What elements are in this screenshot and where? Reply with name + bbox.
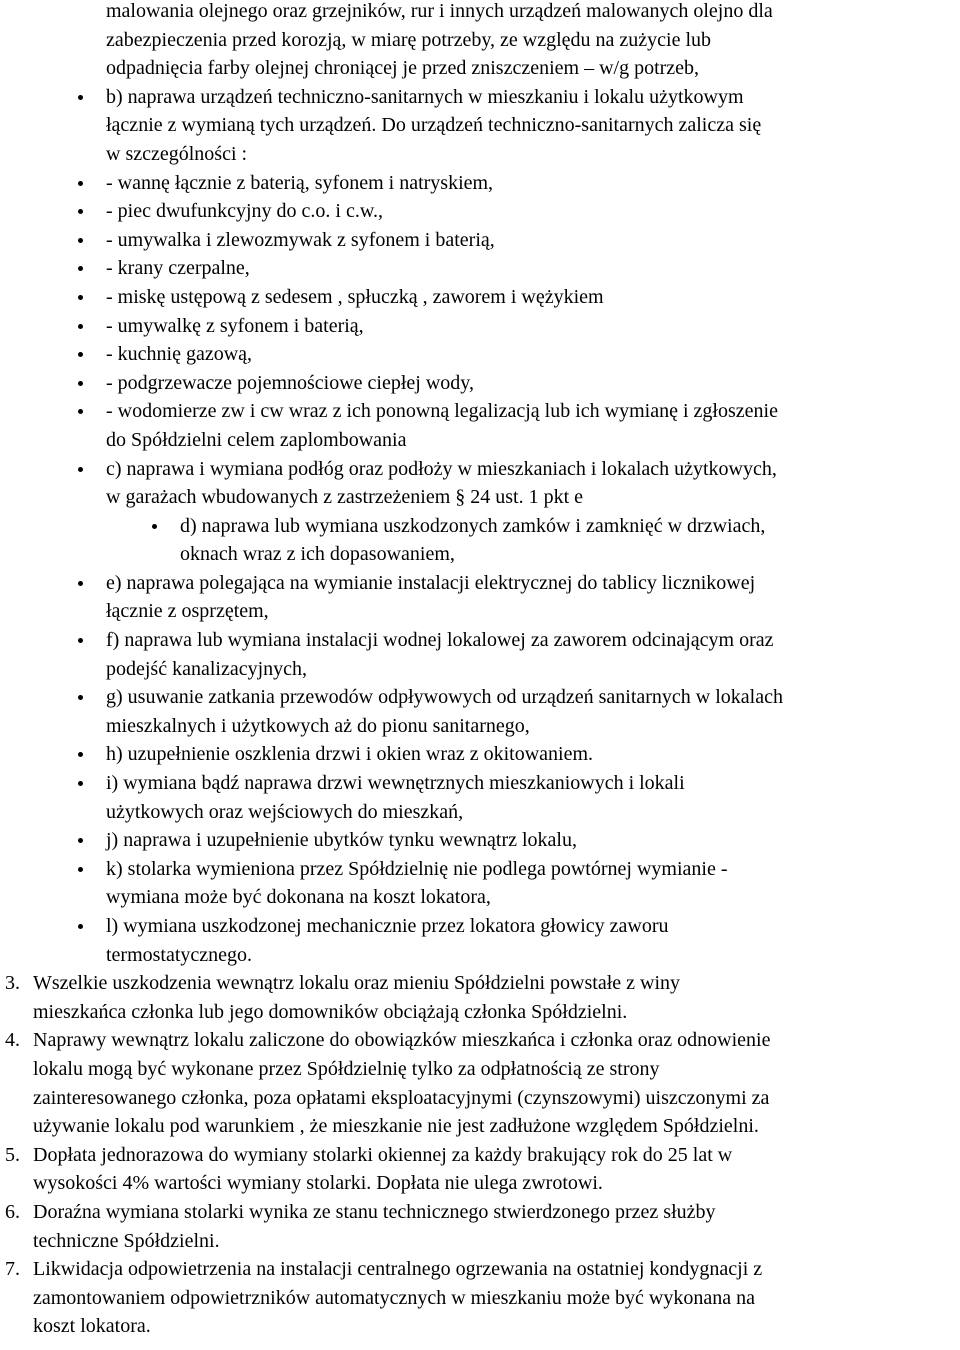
intro-line: zabezpieczenia przed korozją, w miarę potrzeby, ze względu na zużycie lub xyxy=(106,28,712,51)
bullet-item xyxy=(0,569,960,626)
numbered-item-line: koszt lokatora. xyxy=(33,1315,151,1338)
bullet-item-line: l) wymiana uszkodzonej mechanicznie przez lokatora głowicy zaworu xyxy=(106,915,669,937)
bullet-item-line: - umywalka i zlewozmywak z syfonem i baterią, xyxy=(106,228,495,251)
bullet-item xyxy=(0,340,960,369)
bullet-item xyxy=(0,455,960,512)
intro-line: odpadnięcia farby olejnej chroniącej je przed zniszczeniem – w/g potrzeb, xyxy=(106,57,700,80)
bullet-item xyxy=(0,512,960,569)
bullet-item-line: k) stolarka wymieniona przez Spółdzielnię nie podlega powtórnej wymianie - xyxy=(106,857,728,880)
bullet-item-line: oknach wraz z ich dopasowaniem, xyxy=(180,543,455,566)
item-number: 3. xyxy=(5,972,20,995)
bullet-item-line: - kuchnię gazową, xyxy=(106,343,253,366)
bullet-item xyxy=(0,283,960,312)
numbered-item xyxy=(0,1026,960,1140)
bullet-item xyxy=(0,855,960,912)
bullet-item-line: c) naprawa i wymiana podłóg oraz podłoży w mieszkaniach i lokalach użytkowych, xyxy=(106,457,777,480)
numbered-item-line: zamontowaniem odpowietrzników automatycznych w mieszkaniu może być wykonana na xyxy=(33,1286,755,1309)
numbered-item-line: Dopłata jednorazowa do wymiany stolarki okiennej za każdy brakujący rok do 25 lat w xyxy=(33,1143,733,1166)
bullet-item-line: - piec dwufunkcyjny do c.o. i c.w., xyxy=(106,200,383,223)
numbered-item-line: techniczne Spółdzielni. xyxy=(33,1229,220,1252)
numbered-item xyxy=(0,1141,960,1198)
bullet-item xyxy=(0,397,960,454)
bullet-item-line: użytkowych oraz wejściowych do mieszkań, xyxy=(106,800,464,823)
bullet-item-line: podejść kanalizacyjnych, xyxy=(106,657,308,680)
bullet-item xyxy=(0,826,960,855)
bullet-item-line: termostatycznego. xyxy=(106,943,253,966)
intro-paragraph xyxy=(0,0,960,83)
bullet-item xyxy=(0,626,960,683)
bullet-item-line: - podgrzewacze pojemnościowe ciepłej wody, xyxy=(106,371,474,394)
numbered-item-line: lokalu mogą być wykonane przez Spółdzielnię tylko za odpłatnością ze strony xyxy=(33,1057,660,1080)
numbered-item-line: używanie lokalu pod warunkiem , że mieszkanie nie jest zadłużone względem Spółdzielni. xyxy=(33,1115,759,1138)
bullet-item-line: e) naprawa polegająca na wymianie instalacji elektrycznej do tablicy licznikowej xyxy=(106,571,756,594)
bullet-item-line: - miskę ustępową z sedesem , spłuczką , zaworem i wężykiem xyxy=(106,285,604,308)
bullet-item xyxy=(0,254,960,283)
bullet-item-line: wymiana może być dokonana na koszt lokatora, xyxy=(106,886,491,909)
bullet-item-line: h) uzupełnienie oszklenia drzwi i okien wraz z okitowaniem. xyxy=(106,743,594,766)
item-number: 4. xyxy=(5,1029,20,1052)
bullet-item-line: i) wymiana bądź naprawa drzwi wewnętrznych mieszkaniowych i lokali xyxy=(106,772,685,795)
numbered-item-line: Wszelkie uszkodzenia wewnątrz lokalu oraz mieniu Spółdzielni powstałe z winy xyxy=(33,972,681,995)
bullet-item xyxy=(0,740,960,769)
numbered-list xyxy=(0,969,960,1341)
bullet-item-line: g) usuwanie zatkania przewodów odpływowych od urządzeń sanitarnych w lokalach xyxy=(106,686,783,709)
numbered-item-line: wysokości 4% wartości wymiany stolarki. Dopłata nie ulega zwrotowi. xyxy=(33,1172,603,1195)
bullet-item xyxy=(0,683,960,740)
bullet-item-line: d) naprawa lub wymiana uszkodzonych zamków i zamknięć w drzwiach, xyxy=(180,514,766,537)
bullet-item-line: - krany czerpalne, xyxy=(106,257,250,280)
bullet-item-line: do Spółdzielni celem zaplombowania xyxy=(106,428,407,451)
bullet-item-line: łącznie z osprzętem, xyxy=(106,600,269,623)
bullet-item xyxy=(0,369,960,398)
bullet-item-line: w garażach wbudowanych z zastrzeżeniem § 24 ust. 1 pkt e xyxy=(106,486,584,509)
numbered-item-line: Doraźna wymiana stolarki wynika ze stanu technicznego stwierdzonego przez służby xyxy=(33,1200,716,1223)
item-number: 6. xyxy=(5,1200,20,1223)
bullet-item xyxy=(0,769,960,826)
bullet-item-line: w szczególności : xyxy=(106,142,248,165)
bullet-item xyxy=(0,197,960,226)
bullet-item-line: łącznie z wymianą tych urządzeń. Do urządzeń techniczno-sanitarnych zalicza się xyxy=(106,114,762,137)
bullet-item xyxy=(0,83,960,169)
item-number: 7. xyxy=(5,1258,20,1281)
bullet-item-line: mieszkalnych i użytkowych aż do pionu sanitarnego, xyxy=(106,714,530,737)
bullet-item-line: f) naprawa lub wymiana instalacji wodnej lokalowej za zaworem odcinającym oraz xyxy=(106,629,774,652)
bullet-item-line: j) naprawa i uzupełnienie ubytków tynku wewnątrz lokalu, xyxy=(106,829,577,852)
item-number: 5. xyxy=(5,1143,20,1166)
numbered-item xyxy=(0,969,960,1026)
bullet-item xyxy=(0,312,960,341)
numbered-item xyxy=(0,1255,960,1341)
bullet-list xyxy=(0,83,960,969)
bullet-item xyxy=(0,226,960,255)
bullet-item xyxy=(0,912,960,969)
bullet-item xyxy=(0,169,960,198)
bullet-item-line: - wodomierze zw i cw wraz z ich ponowną legalizacją lub ich wymianę i zgłoszenie xyxy=(106,400,778,423)
numbered-item-line: mieszkańca członka lub jego domowników obciążają członka Spółdzielni. xyxy=(33,1000,628,1023)
intro-line: malowania olejnego oraz grzejników, rur i innych urządzeń malowanych olejno dla xyxy=(106,0,773,22)
numbered-item-line: Naprawy wewnątrz lokalu zaliczone do obowiązków mieszkańca i członka oraz odnowienie xyxy=(33,1029,771,1052)
bullet-item-line: - umywalkę z syfonem i baterią, xyxy=(106,314,364,337)
numbered-item-line: Likwidacja odpowietrzenia na instalacji centralnego ogrzewania na ostatniej kondygnacji z xyxy=(33,1258,763,1281)
bullet-item-line: b) naprawa urządzeń techniczno-sanitarnych w mieszkaniu i lokalu użytkowym xyxy=(106,85,744,108)
bullet-item-line: - wannę łącznie z baterią, syfonem i natryskiem, xyxy=(106,171,494,194)
numbered-item xyxy=(0,1198,960,1255)
numbered-item-line: zainteresowanego członka, poza opłatami eksploatacyjnymi (czynszowymi) uiszczonymi za xyxy=(33,1086,770,1109)
